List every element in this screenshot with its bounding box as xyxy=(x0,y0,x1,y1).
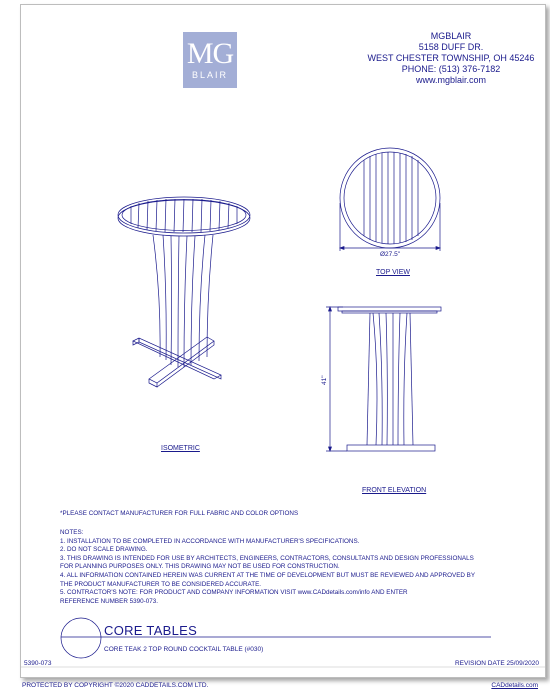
isometric-view xyxy=(118,197,250,387)
drawing-sheet xyxy=(20,4,546,678)
front-elevation-label: FRONT ELEVATION xyxy=(362,487,427,494)
company-name: MGBLAIR xyxy=(430,31,472,41)
company-address: 5158 DUFF DR. xyxy=(418,42,484,52)
notes-list xyxy=(60,529,475,606)
company-website: www.mgblair.com xyxy=(415,75,487,85)
top-view-label: TOP VIEW xyxy=(376,269,410,276)
logo-primary-text: MG xyxy=(186,37,234,70)
drawing-number: 5390-073 xyxy=(24,660,52,667)
isometric-label: ISOMETRIC xyxy=(161,445,200,452)
note-line: 2. DO NOT SCALE DRAWING. xyxy=(60,546,148,554)
note-line: 3. THIS DRAWING IS INTENDED FOR USE BY ARCHITECTS, ENGINEERS, CONTRACTORS, CONSULTANTS AND DESIGN PROFESSIONALS xyxy=(60,554,474,562)
copyright-notice: PROTECTED BY COPYRIGHT ©2020 CADDETAILS.COM LTD. xyxy=(22,682,209,689)
company-city: WEST CHESTER TOWNSHIP, OH 45246 xyxy=(367,53,535,63)
revision-date: REVISION DATE 25/09/2020 xyxy=(454,660,539,667)
front-elevation-view xyxy=(321,307,441,451)
top-view xyxy=(340,148,440,258)
mgblair-logo xyxy=(183,32,237,88)
top-view-diameter: Ø27.5" xyxy=(380,251,401,258)
logo-secondary-text: BLAIR xyxy=(191,70,228,80)
notes-heading: NOTES: xyxy=(60,529,84,536)
note-line: 1. INSTALLATION TO BE COMPLETED IN ACCORDANCE WITH MANUFACTURER'S SPECIFICATIONS. xyxy=(60,537,360,545)
caddetails-link[interactable]: CADdetails.com xyxy=(491,682,538,689)
company-phone: PHONE: (513) 376-7182 xyxy=(401,64,501,74)
drawing-title: CORE TABLES xyxy=(104,623,198,638)
note-line: 5. CONTRACTOR'S NOTE: FOR PRODUCT AND COMPANY INFORMATION VISIT www.CADdetails.com/info AND ENTER xyxy=(60,589,408,597)
note-line: REFERENCE NUMBER 5390-073. xyxy=(60,597,158,605)
note-line: FOR PLANNING PURPOSES ONLY. THIS DRAWING MAY NOT BE USED FOR CONSTRUCTION. xyxy=(60,563,340,571)
note-line: THE PRODUCT MANUFACTURER TO BE CONSIDERED ACCURATE. xyxy=(60,580,262,588)
company-info xyxy=(351,31,550,86)
front-elevation-height: 41" xyxy=(321,375,328,385)
fabric-note: *PLEASE CONTACT MANUFACTURER FOR FULL FABRIC AND COLOR OPTIONS xyxy=(60,510,299,517)
note-line: 4. ALL INFORMATION CONTAINED HEREIN WAS CURRENT AT THE TIME OF DEVELOPMENT BUT MUST BE REVIEWED AND APPROVED BY xyxy=(60,571,476,579)
drawing-subtitle: CORE TEAK 2 TOP ROUND COCKTAIL TABLE (#030) xyxy=(104,646,264,653)
